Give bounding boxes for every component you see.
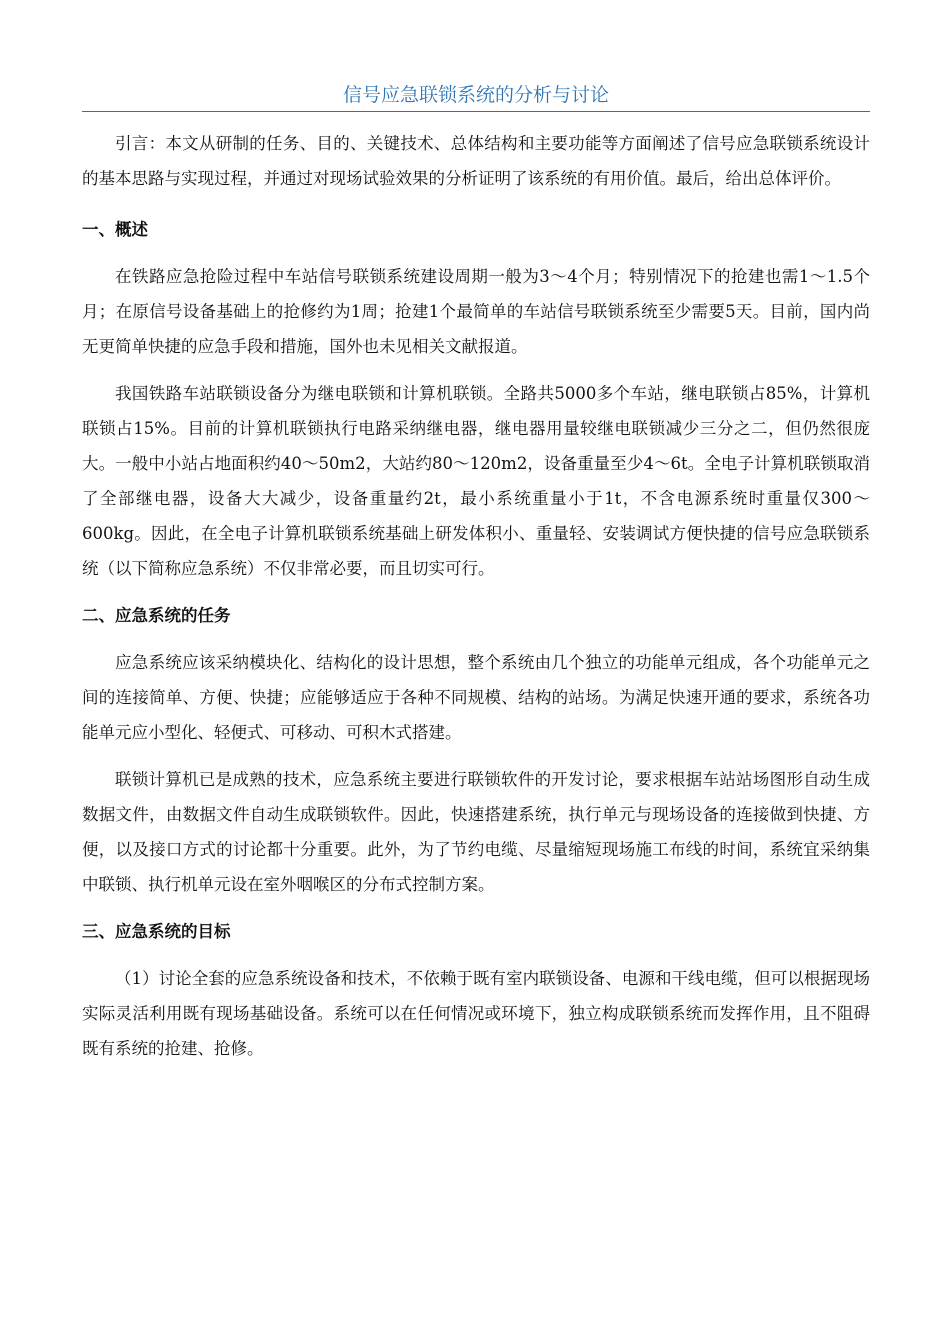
section-heading-goals: 三、应急系统的目标 xyxy=(82,922,231,941)
overview-paragraph-2: 我国铁路车站联锁设备分为继电联锁和计算机联锁。全路共5000多个车站，继电联锁占85%，计算机联锁占15%。目前的计算机联锁执行电路采纳继电器，继电器用量较继电联锁减少三分之二，但仍然很庞大。一般中小站占地面积约40～50m2，大站约80～120m2，设备重量至少4～6t。全电子计算机联锁取消了全部继电器，设备大大减少，设备重量约2t，最小系统重量小于1t，不含电源系统时重量仅300～600kg。因此，在全电子计算机联锁系统基础上研发体积小、重量轻、安装调试方便快捷的信号应急联锁系统（以下简称应急系统）不仅非常必要，而且切实可行。 xyxy=(82,384,870,578)
section-heading-tasks: 二、应急系统的任务 xyxy=(82,606,231,625)
tasks-paragraph-2: 联锁计算机已是成熟的技术，应急系统主要进行联锁软件的开发讨论，要求根据车站站场图形自动生成数据文件，由数据文件自动生成联锁软件。因此，快速搭建系统，执行单元与现场设备的连接做到快捷、方便，以及接口方式的讨论都十分重要。此外，为了节约电缆、尽量缩短现场施工布线的时间，系统宜采纳集中联锁、执行机单元设在室外咽喉区的分布式控制方案。 xyxy=(82,770,870,894)
document-header-title: 信号应急联锁系统的分析与讨论 xyxy=(82,82,870,112)
goals-paragraph-1: （1）讨论全套的应急系统设备和技术，不依赖于既有室内联锁设备、电源和干线电缆，但可以根据现场实际灵活利用既有现场基础设备。系统可以在任何情况或环境下，独立构成联锁系统而发挥作用，且不阻碍既有系统的抢建、抢修。 xyxy=(82,969,870,1058)
intro-paragraph: 引言：本文从研制的任务、目的、关键技术、总体结构和主要功能等方面阐述了信号应急联锁系统设计的基本思路与实现过程，并通过对现场试验效果的分析证明了该系统的有用价值。最后，给出总体评价。 xyxy=(82,134,870,188)
tasks-paragraph-1: 应急系统应该采纳模块化、结构化的设计思想，整个系统由几个独立的功能单元组成，各个功能单元之间的连接简单、方便、快捷；应能够适应于各种不同规模、结构的站场。为满足快速开通的要求，系统各功能单元应小型化、轻便式、可移动、可积木式搭建。 xyxy=(82,653,870,742)
overview-paragraph-1: 在铁路应急抢险过程中车站信号联锁系统建设周期一般为3～4个月；特别情况下的抢建也需1～1.5个月；在原信号设备基础上的抢修约为1周；抢建1个最简单的车站信号联锁系统至少需要5天。目前，国内尚无更简单快捷的应急手段和措施，国外也未见相关文献报道。 xyxy=(82,267,870,356)
section-heading-overview: 一、概述 xyxy=(82,220,148,239)
document-page xyxy=(82,0,870,1066)
